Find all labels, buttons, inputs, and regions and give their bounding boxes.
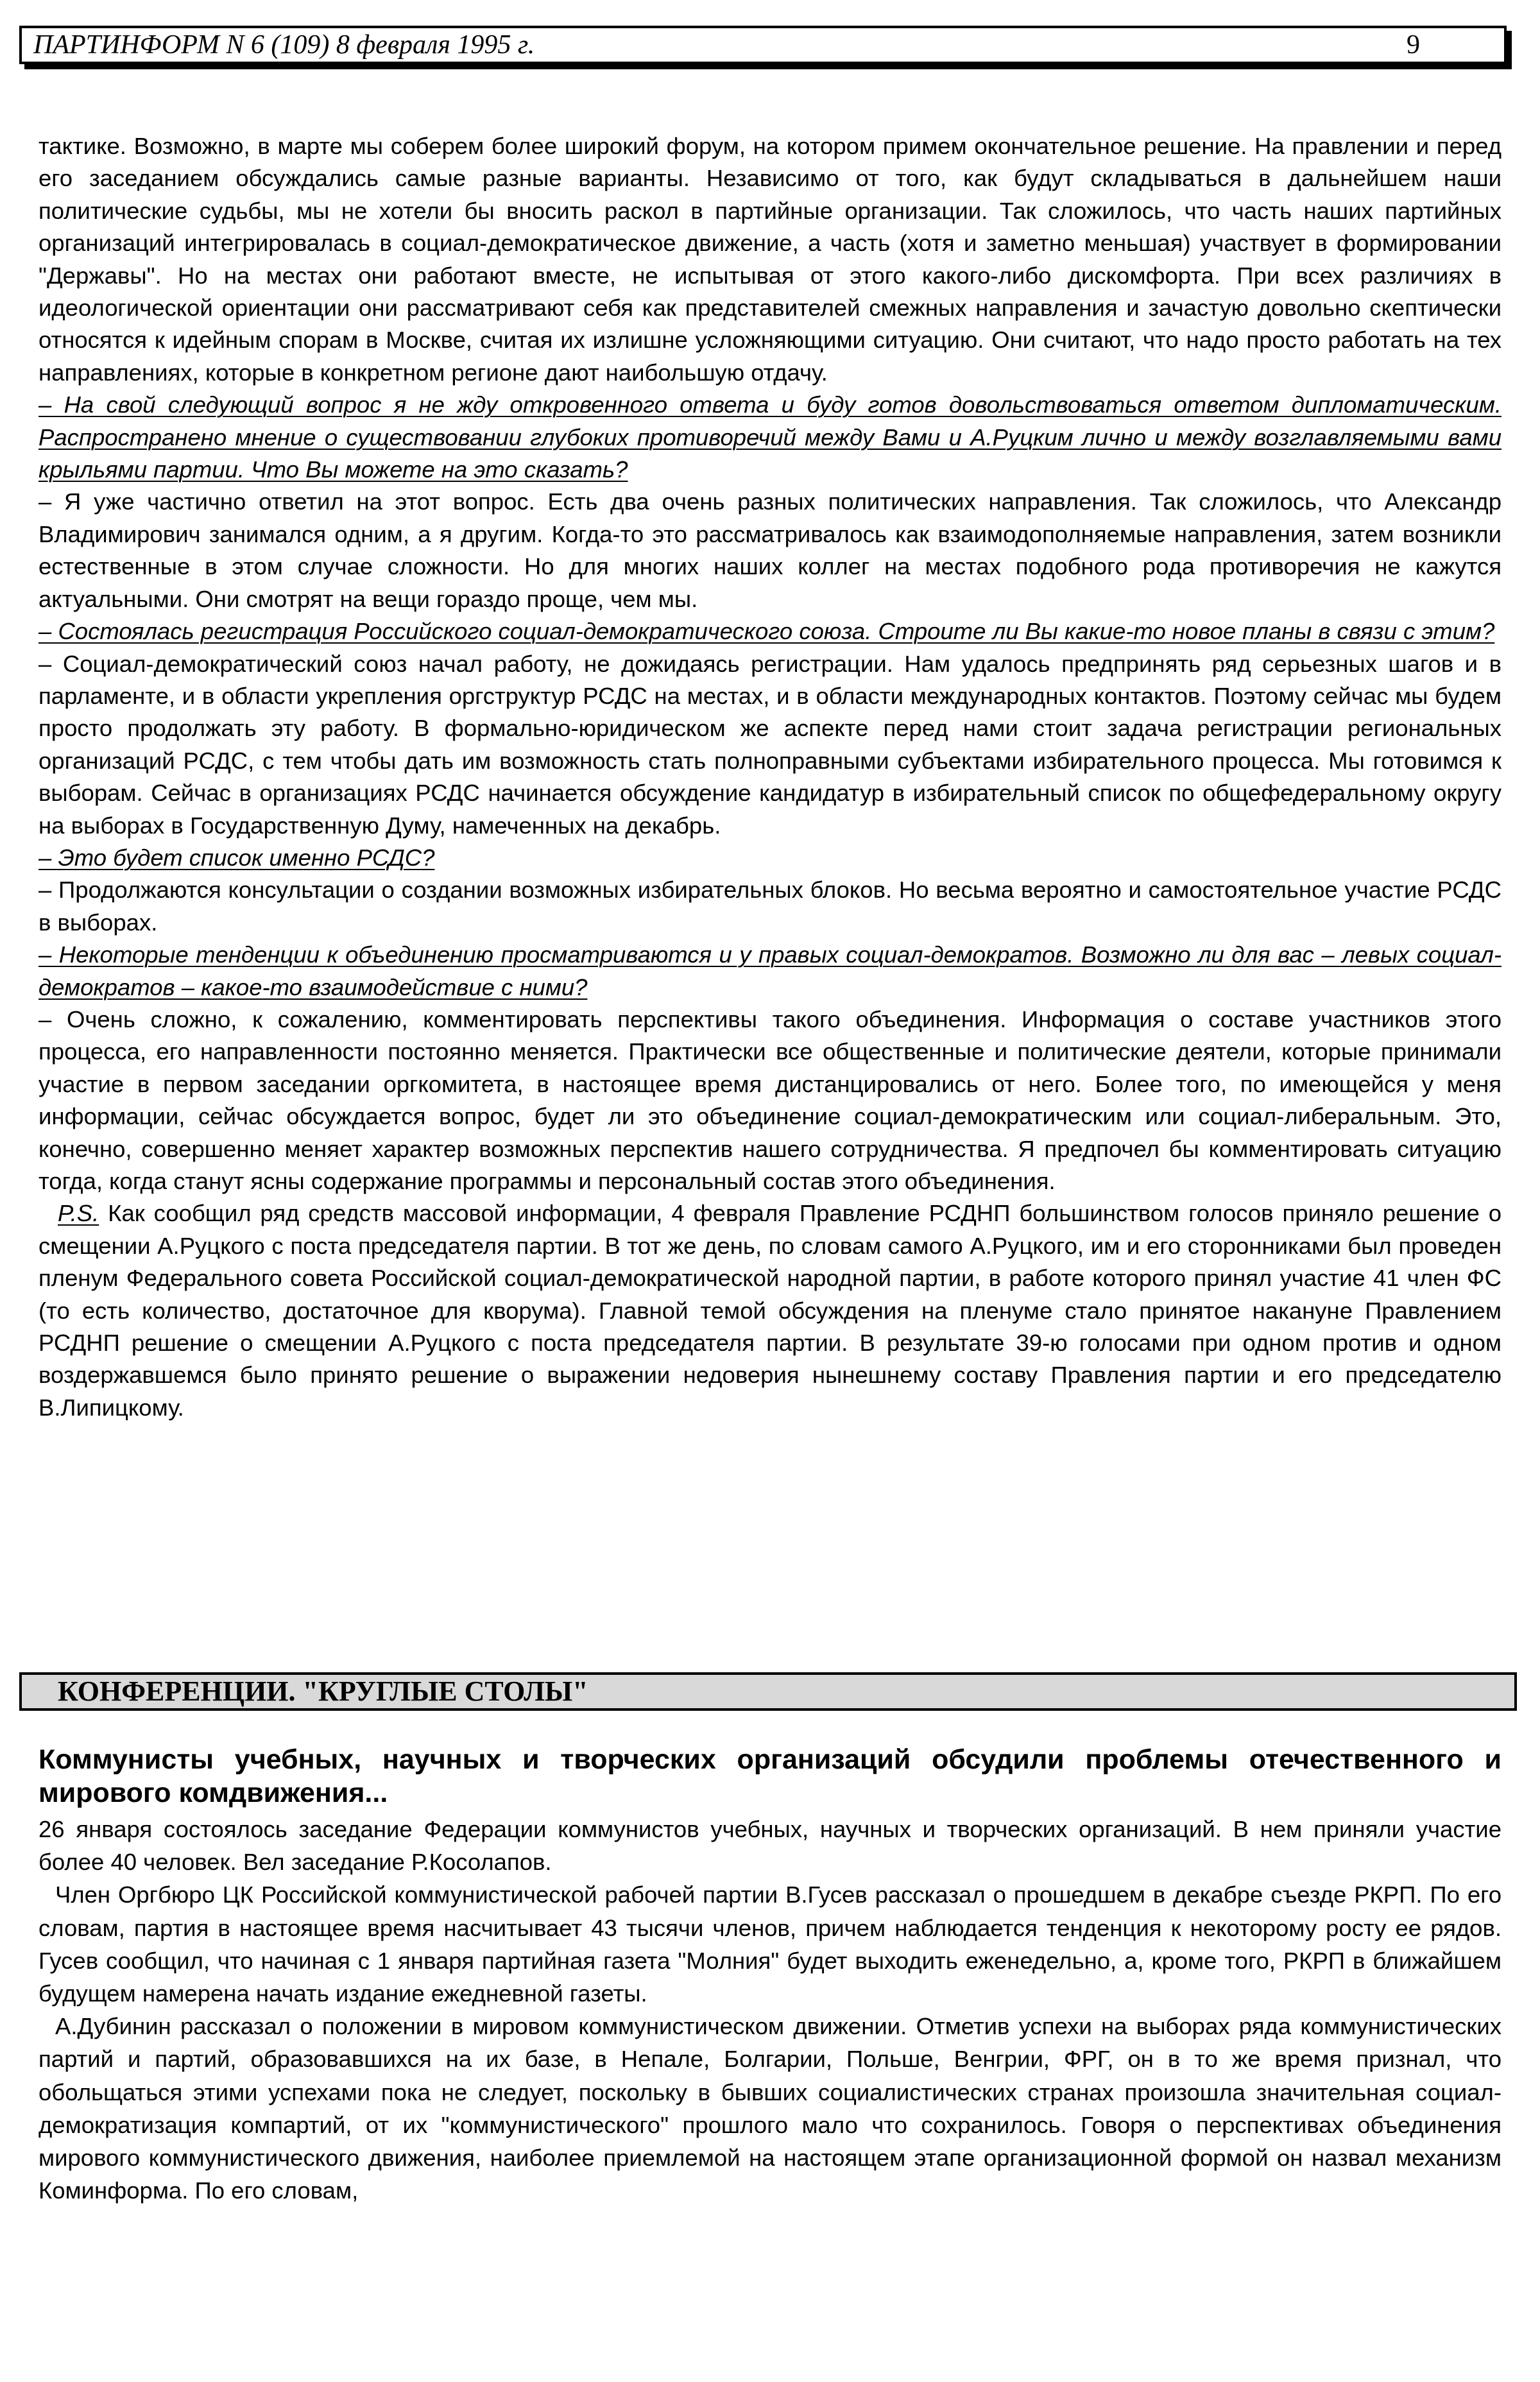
article-text [38, 1813, 1502, 2207]
header-title: ПАРТИНФОРМ N 6 (109) 8 февраля 1995 г. [33, 30, 535, 60]
article-paragraph: Член Оргбюро ЦК Российской коммунистической рабочей партии В.Гусев рассказал о прошедшем в декабре съезде РКРП. По его словам, партия в настоящее время насчитывает 43 тысячи членов, причем наблюдается тенденция к некоторому росту ее рядов. Гусев сообщил, что начиная с 1 января партийная газета "Молния" будет выходить еженедельно, а, кроме того, РКРП в ближайшем будущем намерена начать издание ежедневной газеты. [38, 1881, 1502, 2007]
postscript-mark: P.S. [58, 1200, 99, 1227]
question-paragraph: – Это будет список именно РСДС? [38, 844, 435, 871]
postscript-text: Как сообщил ряд средств массовой информации, 4 февраля Правление РСДНП большинством голосов приняло решение о смещении А.Руцкого с поста председателя партии. В тот же день, по словам самого А.Руцкого, им и его сторонниками был проведен пленум Федерального совета Российской социал-демократической народной партии, в работе которого принял участие 41 член ФС (то есть количество, достаточное для кворума). Главной темой обсуждения на пленуме стало принятое накануне Правлением РСДНП решение о смещении А.Руцкого с поста председателя партии. В результате 39-ю голосами при одном против и одном воздержавшемся было принято решение о выражении недоверия нынешнему составу Правления партии и его председателю В.Липицкому. [38, 1200, 1502, 1421]
page-number: 9 [1407, 30, 1420, 60]
page-header [19, 26, 1507, 64]
question-paragraph: – Состоялась регистрация Российского социал-демократического союза. Строите ли Вы какие-то новое планы в связи с этим? [38, 618, 1495, 645]
question-paragraph: – На свой следующий вопрос я не жду откровенного ответа и буду готов довольствоваться ответом дипломатическим. Распространено мнение о существовании глубоких противоречий между Вами и А.Руцким лично и между возглавляемыми вами крыльями партии. Что Вы можете на это сказать? [38, 391, 1502, 483]
section-heading: КОНФЕРЕНЦИИ. "КРУГЛЫЕ СТОЛЫ" [19, 1672, 1517, 1711]
answer-paragraph: – Социал-демократический союз начал работу, не дожидаясь регистрации. Нам удалось предпринять ряд серьезных шагов и в парламенте, и в области укрепления оргструктур РСДС на местах, и в области международных контактов. Поэтому сейчас мы будем просто продолжать эту работу. В формально-юридическом же аспекте перед нами стоит задача регистрации региональных организаций РСДС, с тем чтобы дать им возможность стать полноправными субъектами избирательного процесса. Мы готовимся к выборам. Сейчас в организациях РСДС начинается обсуждение кандидатур в избирательный список по общефедеральному округу на выборах в Государственную Думу, намеченных на декабрь. [38, 650, 1502, 839]
answer-paragraph: – Очень сложно, к сожалению, комментировать перспективы такого объединения. Информация о составе участников этого процесса, его направленности постоянно меняется. Практически все общественные и политические деятели, которые принимали участие в первом заседании оргкомитета, в настоящее время дистанцировались от него. Более того, по имеющейся у меня информации, сейчас обсуждается вопрос, будет ли это объединение социал-демократическим или социал-либеральным. Это, конечно, совершенно меняет характер возможных перспектив нашего сотрудничества. Я предпочел бы комментировать ситуацию тогда, когда станут ясны содержание программы и персональный состав этого объединения. [38, 1006, 1502, 1194]
interview-text [38, 130, 1502, 1424]
article-paragraph: А.Дубинин рассказал о положении в мировом коммунистическом движении. Отметив успехи на выборах ряда коммунистических партий и партий, образовавшихся на их базе, в Непале, Болгарии, Польше, Венгрии, ФРГ, он в то же время признал, что обольщаться этими успехами пока не следует, поскольку в бывших социалистических странах произошла значительная социал-демократизация компартий, от их "коммунистического" прошлого мало что сохранилось. Говоря о перспективах объединения мирового коммунистического движения, наиболее приемлемой на настоящем этапе организационной формой он назвал механизм Коминформа. По его словам, [38, 2013, 1502, 2204]
article-paragraph: 26 января состоялось заседание Федерации коммунистов учебных, научных и творческих организаций. В нем приняли участие более 40 человек. Вел заседание Р.Косолапов. [38, 1816, 1502, 1876]
answer-paragraph: тактике. Возможно, в марте мы соберем более широкий форум, на котором примем окончательное решение. На правлении и перед его заседанием обсуждались самые разные варианты. Независимо от того, как будут складываться в дальнейшем наши политические судьбы, мы не хотели бы вносить раскол в партийные организации. Так сложилось, что часть наших партийных организаций интегрировалась в социал-демократическое движение, а часть (хотя и заметно меньшая) участвует в формировании "Державы". Но на местах они работают вместе, не испытывая от этого какого-либо дискомфорта. При всех различиях в идеологической ориентации они рассматривают себя как представителей смежных направления и зачастую довольно скептически относятся к идейным спорам в Москве, считая их излишне усложняющими ситуацию. Они считают, что надо просто работать на тех направлениях, которые в конкретном регионе дают наибольшую отдачу. [38, 133, 1502, 386]
answer-paragraph: – Продолжаются консультации о создании возможных избирательных блоков. Но весьма вероятно и самостоятельное участие РСДС в выборах. [38, 877, 1502, 936]
answer-paragraph: – Я уже частично ответил на этот вопрос. Есть два очень разных политических направления. Так сложилось, что Александр Владимирович занимался одним, а я другим. Когда-то это рассматривалось как взаимодополняемые направления, затем возникли естественные в этом случае сложности. Но для многих наших коллег на местах подобного рода противоречия не кажутся актуальными. Они смотрят на вещи гораздо проще, чем мы. [38, 488, 1502, 612]
postscript-paragraph [38, 1197, 1502, 1424]
question-paragraph: – Некоторые тенденции к объединению просматриваются и у правых социал-демократов. Возможно ли для вас – левых социал-демократов – какое-то взаимодействие с ними? [38, 941, 1502, 1000]
article-title: Коммунисты учебных, научных и творческих организаций обсудили проблемы отечественного и мирового комдвижения... [38, 1744, 1502, 1808]
